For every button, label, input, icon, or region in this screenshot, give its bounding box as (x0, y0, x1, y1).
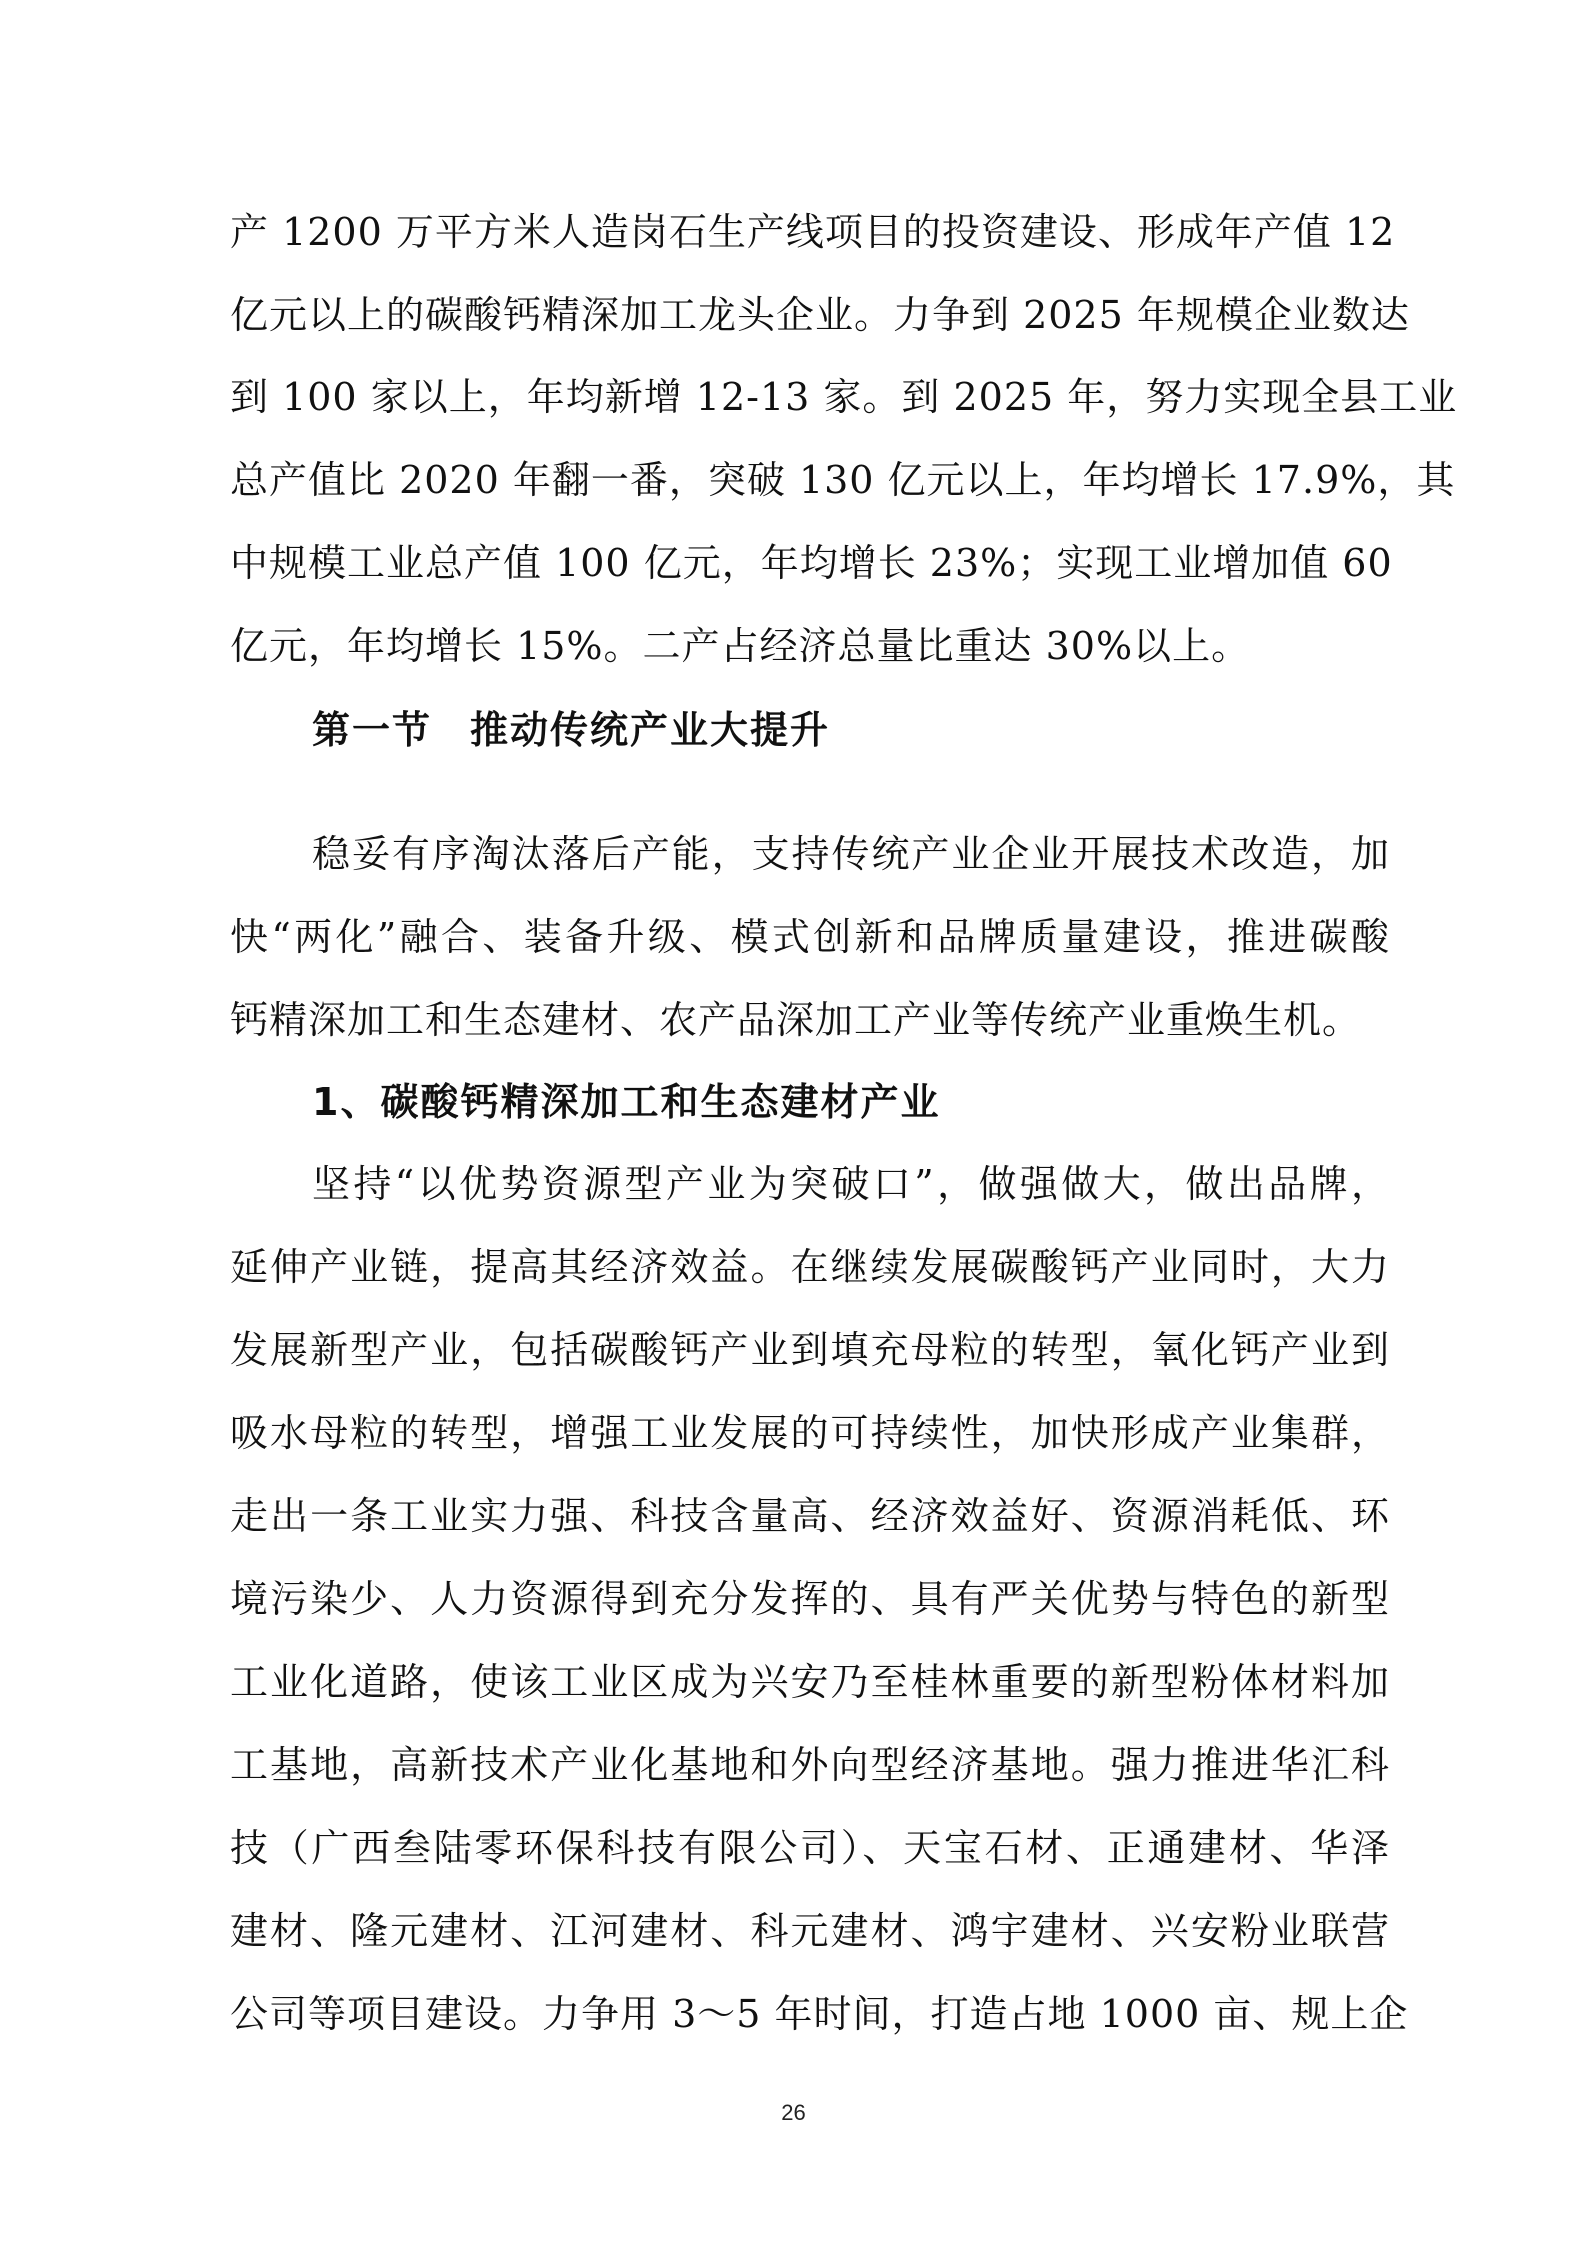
body-line-6: 境污染少、人力资源得到充分发挥的、具有严关优势与特色的新型 (230, 1577, 1390, 1621)
section-number: 第一节 (312, 708, 433, 752)
subheading: 1、碳酸钙精深加工和生态建材产业 (312, 1080, 941, 1124)
body-line-2: 延伸产业链，提高其经济效益。在继续发展碳酸钙产业同时，大力 (230, 1245, 1390, 1289)
body-line-4: 吸水母粒的转型，增强工业发展的可持续性，加快形成产业集群， (230, 1411, 1390, 1455)
section-line-2: 快“两化”融合、装备升级、模式创新和品牌质量建设，推进碳酸 (230, 915, 1390, 959)
body-line-7: 工业化道路，使该工业区成为兴安乃至桂林重要的新型粉体材料加 (230, 1660, 1390, 1704)
section-title: 推动传统产业大提升 (470, 708, 831, 752)
intro-line-4: 总产值比 2020 年翻一番，突破 130 亿元以上，年均增长 17.9%，其 (230, 458, 1456, 502)
body-line-3: 发展新型产业，包括碳酸钙产业到填充母粒的转型，氧化钙产业到 (230, 1328, 1390, 1372)
body-line-9: 技（广西叁陆零环保科技有限公司）、天宝石材、正通建材、华泽 (230, 1826, 1390, 1870)
intro-line-3: 到 100 家以上，年均新增 12-13 家。到 2025 年，努力实现全县工业 (230, 375, 1458, 419)
intro-line-6: 亿元，年均增长 15%。二产占经济总量比重达 30%以上。 (230, 624, 1251, 668)
page-number: 26 (781, 2100, 806, 2125)
intro-line-2: 亿元以上的碳酸钙精深加工龙头企业。力争到 2025 年规模企业数达 (230, 293, 1410, 337)
intro-line-1: 产 1200 万平方米人造岗石生产线项目的投资建设、形成年产值 12 (230, 210, 1396, 254)
section-line-3: 钙精深加工和生态建材、农产品深加工产业等传统产业重焕生机。 (230, 998, 1362, 1042)
section-line-1: 稳妥有序淘汰落后产能，支持传统产业企业开展技术改造，加 (312, 832, 1390, 876)
body-line-8: 工基地，高新技术产业化基地和外向型经济基地。强力推进华汇科 (230, 1743, 1390, 1787)
body-line-10: 建材、隆元建材、江河建材、科元建材、鸿宇建材、兴安粉业联营 (230, 1909, 1390, 1953)
intro-line-5: 中规模工业总产值 100 亿元，年均增长 23%；实现工业增加值 60 (230, 541, 1393, 585)
body-line-5: 走出一条工业实力强、科技含量高、经济效益好、资源消耗低、环 (230, 1494, 1390, 1538)
body-line-1: 坚持“以优势资源型产业为突破口”，做强做大，做出品牌， (312, 1162, 1390, 1206)
body-line-11: 公司等项目建设。力争用 3～5 年时间，打造占地 1000 亩、规上企 (230, 1992, 1409, 2036)
